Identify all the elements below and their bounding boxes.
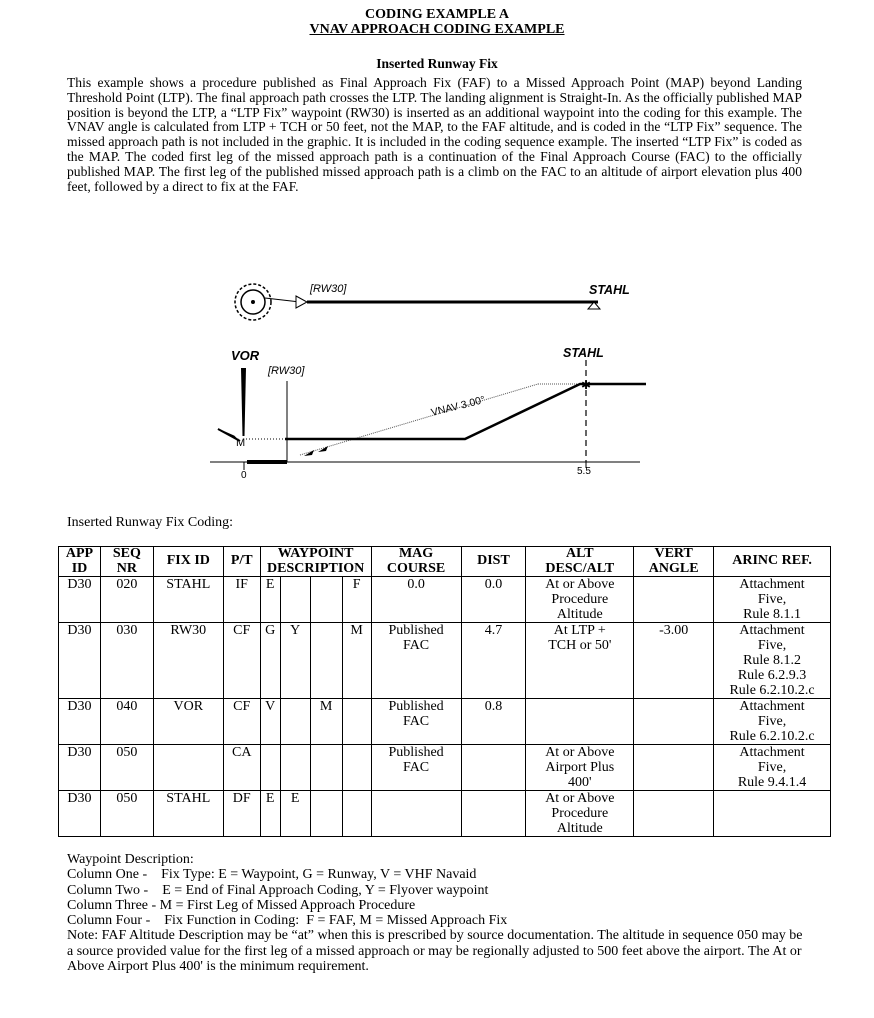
cell-pt: CF — [223, 623, 260, 699]
coding-label: Inserted Runway Fix Coding: — [67, 515, 234, 530]
table-row — [59, 577, 831, 623]
intro-paragraph: This example shows a procedure published as Final Approach Fix (FAF) to a Missed Approach Point (MAP) beyond Landing Threshold Point (LTP). The final approach path crosses the LTP. The landing alignment is Straight-In. As the officially published MAP position is beyond the LTP, a “LTP Fix” waypoint (RW30) is inserted as an additional waypoint into the coding for this example. The VNAV angle is calculated from LTP + TCH or 50 feet, not the MAP, to the FAF altitude, and is coded in the “LTP Fix” sequence. The missed approach path is not included in the graphic. It is included in the coding sequence example. The inserted “LTP Fix” is coded as the MAP. The coded first leg of the missed approach path is a continuation of the Final Approach Course (FAC) to the officially published MAP. The first leg of the published missed approach path is a climb on the FAC to an altitude of airport elevation plus 400 feet, followed by a direct to fix at the FAF. — [67, 75, 802, 194]
notes-heading: Waypoint Description: — [67, 852, 194, 867]
cell-mag-course: Published FAC — [371, 745, 461, 791]
cell-app-id: D30 — [59, 791, 101, 837]
cell-dist: 0.0 — [461, 577, 526, 623]
cell-desc-3 — [310, 791, 342, 837]
notes-column-one: Column One - Fix Type: E = Waypoint, G = Runway, V = VHF Navaid — [67, 867, 477, 883]
vor-center-icon — [251, 300, 255, 304]
cell-desc-3 — [310, 745, 342, 791]
cell-alt: At or Above Procedure Altitude — [526, 791, 634, 837]
header-vert-angle: VERT ANGLE — [634, 547, 714, 577]
cell-fix-id: STAHL — [153, 791, 223, 837]
cell-mag-course: 0.0 — [371, 577, 461, 623]
header-mag-course: MAG COURSE — [371, 547, 461, 577]
glidepath-arrow-1-icon — [304, 450, 314, 456]
cell-arinc-ref: Attachment Five, Rule 8.1.1 — [714, 577, 831, 623]
cell-dist — [461, 791, 526, 837]
cell-arinc-ref: Attachment Five, Rule 6.2.10.2.c — [714, 699, 831, 745]
cell-desc-4 — [342, 699, 371, 745]
cell-seq-nr: 050 — [100, 745, 153, 791]
cell-mag-course — [371, 791, 461, 837]
vnav-glidepath-line — [300, 384, 538, 455]
table-header-row — [59, 547, 831, 577]
cell-vert-angle — [634, 791, 714, 837]
distance-fix-label: 5.5 — [577, 466, 591, 477]
cell-vert-angle — [634, 699, 714, 745]
cell-fix-id — [153, 745, 223, 791]
runway-fix-icon — [296, 296, 307, 308]
cell-alt: At or Above Airport Plus 400' — [526, 745, 634, 791]
header-seq-nr: SEQ NR — [100, 547, 153, 577]
notes-column-two: Column Two - E = End of Final Approach Coding, Y = Flyover waypoint — [67, 882, 489, 898]
cell-desc-3: M — [310, 699, 342, 745]
map-m-label: M — [236, 437, 246, 449]
header-app-id: APP ID — [59, 547, 101, 577]
cell-desc-3 — [310, 577, 342, 623]
cell-pt: CF — [223, 699, 260, 745]
cell-desc-1: E — [260, 577, 280, 623]
cell-desc-1: G — [260, 623, 280, 699]
profile-fix-label: STAHL — [563, 346, 604, 360]
cell-dist: 0.8 — [461, 699, 526, 745]
header-alt: ALT DESC/ALT — [526, 547, 634, 577]
cell-desc-4 — [342, 745, 371, 791]
header-waypoint-description: WAYPOINT DESCRIPTION — [260, 547, 371, 577]
plan-fix-label: STAHL — [589, 283, 630, 297]
table-row — [59, 699, 831, 745]
cell-desc-2: E — [280, 791, 310, 837]
cell-desc-2 — [280, 745, 310, 791]
header-dist: DIST — [461, 547, 526, 577]
cell-mag-course: Published FAC — [371, 699, 461, 745]
cell-fix-id: RW30 — [153, 623, 223, 699]
vnav-angle-label: VNAV 3.00° — [429, 393, 487, 419]
cell-app-id: D30 — [59, 745, 101, 791]
cell-desc-1: E — [260, 791, 280, 837]
vor-label: VOR — [231, 348, 260, 363]
table-row — [59, 791, 831, 837]
profile-rw-label: [RW30] — [268, 365, 305, 377]
header-arinc-ref: ARINC REF. — [714, 547, 831, 577]
cell-desc-1: V — [260, 699, 280, 745]
plan-view — [235, 283, 630, 320]
cell-vert-angle — [634, 745, 714, 791]
cell-alt: At LTP + TCH or 50' — [526, 623, 634, 699]
cell-dist: 4.7 — [461, 623, 526, 699]
cell-alt: At or Above Procedure Altitude — [526, 577, 634, 623]
header-pt: P/T — [223, 547, 260, 577]
page-subtitle: VNAV APPROACH CODING EXAMPLE — [309, 22, 565, 37]
approach-diagram — [0, 270, 874, 480]
cell-seq-nr: 050 — [100, 791, 153, 837]
cell-pt: IF — [223, 577, 260, 623]
cell-pt: CA — [223, 745, 260, 791]
cell-seq-nr: 040 — [100, 699, 153, 745]
cell-desc-4: F — [342, 577, 371, 623]
coding-table — [58, 546, 831, 837]
cell-app-id: D30 — [59, 699, 101, 745]
cell-desc-3 — [310, 623, 342, 699]
cell-arinc-ref — [714, 791, 831, 837]
cell-vert-angle: -3.00 — [634, 623, 714, 699]
notes-note: Note: FAF Altitude Description may be “at” when this is prescribed by source documentation. The altitude in sequence 050 may be a source provided value for the first leg of a missed approach or may be regionally adjusted to 500 feet above the airport. The At or Above Airport Plus 400' is the minimum requirement. — [67, 928, 803, 975]
cell-desc-4: M — [342, 623, 371, 699]
cell-mag-course: Published FAC — [371, 623, 461, 699]
cell-desc-4 — [342, 791, 371, 837]
table-row — [59, 745, 831, 791]
cell-desc-2: Y — [280, 623, 310, 699]
cell-seq-nr: 020 — [100, 577, 153, 623]
cell-vert-angle — [634, 577, 714, 623]
cell-desc-1 — [260, 745, 280, 791]
cell-app-id: D30 — [59, 623, 101, 699]
cell-app-id: D30 — [59, 577, 101, 623]
cell-arinc-ref: Attachment Five, Rule 8.1.2 Rule 6.2.9.3 Rule 6.2.10.2.c — [714, 623, 831, 699]
notes-column-four: Column Four - Fix Function in Coding: F = FAF, M = Missed Approach Fix — [67, 913, 508, 929]
cell-seq-nr: 030 — [100, 623, 153, 699]
approach-profile-path — [285, 384, 646, 439]
section-heading: Inserted Runway Fix — [376, 56, 498, 71]
cell-fix-id: VOR — [153, 699, 223, 745]
cell-arinc-ref: Attachment Five, Rule 9.4.1.4 — [714, 745, 831, 791]
cell-fix-id: STAHL — [153, 577, 223, 623]
cell-alt — [526, 699, 634, 745]
cell-dist — [461, 745, 526, 791]
table-row — [59, 623, 831, 699]
vor-stem-icon — [241, 368, 246, 436]
page-title: CODING EXAMPLE A — [365, 7, 509, 22]
cell-pt: DF — [223, 791, 260, 837]
profile-view — [210, 346, 646, 480]
plan-rw-label: [RW30] — [310, 283, 347, 295]
stahl-fix-marker-icon: ✱ — [580, 378, 592, 392]
cell-desc-2 — [280, 699, 310, 745]
header-fix-id: FIX ID — [153, 547, 223, 577]
distance-zero-label: 0 — [241, 470, 247, 480]
notes-column-three: Column Three - M = First Leg of Missed Approach Procedure — [67, 897, 416, 913]
cell-desc-2 — [280, 577, 310, 623]
waypoint-description-notes — [67, 852, 807, 974]
